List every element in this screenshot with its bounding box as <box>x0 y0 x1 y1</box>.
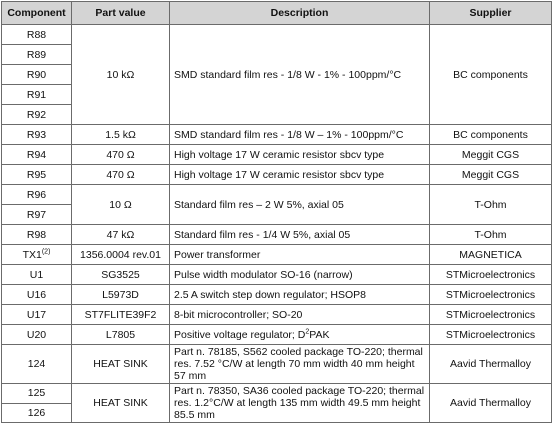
component-cell: R89 <box>2 45 72 65</box>
description-cell: Pulse width modulator SO-16 (narrow) <box>170 265 430 285</box>
component-text: TX1 <box>22 248 42 261</box>
footnote-marker: (2) <box>41 248 51 255</box>
part-value-cell: 470 Ω <box>72 145 170 165</box>
description-cell: Standard film res - 1/4 W 5%, axial 05 <box>170 225 430 245</box>
component-cell: 124 <box>2 345 72 384</box>
supplier-cell: Aavid Thermalloy <box>430 384 552 423</box>
description-cell: High voltage 17 W ceramic resistor sbcv type <box>170 145 430 165</box>
component-cell: R92 <box>2 105 72 125</box>
component-cell: U1 <box>2 265 72 285</box>
component-cell: R88 <box>2 25 72 45</box>
table-row <box>2 305 552 325</box>
table-row <box>2 345 552 384</box>
header-supplier: Supplier <box>430 2 552 25</box>
component-cell: R95 <box>2 165 72 185</box>
supplier-cell: STMicroelectronics <box>430 325 552 345</box>
bom-table <box>1 1 552 423</box>
component-cell: 126 <box>2 403 72 423</box>
description-cell: Part n. 78185, S562 cooled package TO-220; thermal res. 7.52 °C/W at length 70 mm width 40 mm height 57 mm <box>170 345 430 384</box>
table-row <box>2 165 552 185</box>
supplier-cell: Meggit CGS <box>430 165 552 185</box>
component-cell <box>2 245 72 265</box>
header-description: Description <box>170 2 430 25</box>
part-value-cell: 1356.0004 rev.01 <box>72 245 170 265</box>
description-cell: SMD standard film res - 1/8 W – 1% - 100ppm/°C <box>170 125 430 145</box>
description-cell: Power transformer <box>170 245 430 265</box>
part-value-cell: 47 kΩ <box>72 225 170 245</box>
supplier-cell: STMicroelectronics <box>430 285 552 305</box>
table-row <box>2 185 552 205</box>
description-cell: High voltage 17 W ceramic resistor sbcv type <box>170 165 430 185</box>
component-cell: U20 <box>2 325 72 345</box>
part-value-cell: 1.5 kΩ <box>72 125 170 145</box>
description-cell: Part n. 78350, SA36 cooled package TO-220; thermal res. 1.2°C/W at length 135 mm width 49.5 mm height 85.5 mm <box>170 384 430 423</box>
description-text: Positive voltage regulator; D <box>174 328 306 341</box>
header-component: Component <box>2 2 72 25</box>
header-part-value: Part value <box>72 2 170 25</box>
supplier-cell: STMicroelectronics <box>430 265 552 285</box>
description-cell: Standard film res – 2 W 5%, axial 05 <box>170 185 430 225</box>
description-cell: SMD standard film res - 1/8 W - 1% - 100ppm/°C <box>170 25 430 125</box>
component-cell: U16 <box>2 285 72 305</box>
component-cell: R93 <box>2 125 72 145</box>
table-row <box>2 145 552 165</box>
table-row <box>2 225 552 245</box>
component-cell: R94 <box>2 145 72 165</box>
component-cell: R97 <box>2 205 72 225</box>
superscript: 2 <box>305 328 310 335</box>
supplier-cell: Aavid Thermalloy <box>430 345 552 384</box>
part-value-cell: SG3525 <box>72 265 170 285</box>
part-value-cell: HEAT SINK <box>72 384 170 423</box>
table-row <box>2 25 552 45</box>
component-cell: 125 <box>2 384 72 404</box>
part-value-cell: 10 kΩ <box>72 25 170 125</box>
component-cell: R98 <box>2 225 72 245</box>
supplier-cell: BC components <box>430 25 552 125</box>
supplier-cell: MAGNETICA <box>430 245 552 265</box>
component-cell: R90 <box>2 65 72 85</box>
component-cell: U17 <box>2 305 72 325</box>
part-value-cell: L7805 <box>72 325 170 345</box>
supplier-cell: Meggit CGS <box>430 145 552 165</box>
table-row <box>2 265 552 285</box>
part-value-cell: HEAT SINK <box>72 345 170 384</box>
supplier-cell: T-Ohm <box>430 225 552 245</box>
supplier-cell: STMicroelectronics <box>430 305 552 325</box>
part-value-cell: ST7FLITE39F2 <box>72 305 170 325</box>
supplier-cell: BC components <box>430 125 552 145</box>
table-row <box>2 125 552 145</box>
table-row <box>2 384 552 404</box>
part-value-cell: 10 Ω <box>72 185 170 225</box>
component-cell: R96 <box>2 185 72 205</box>
description-cell: 2.5 A switch step down regulator; HSOP8 <box>170 285 430 305</box>
supplier-cell: T-Ohm <box>430 185 552 225</box>
description-tail: PAK <box>309 328 330 341</box>
part-value-cell: L5973D <box>72 285 170 305</box>
table-row <box>2 245 552 265</box>
table-row <box>2 325 552 345</box>
component-cell: R91 <box>2 85 72 105</box>
header-row <box>2 2 552 25</box>
table-row <box>2 285 552 305</box>
description-cell <box>170 325 430 345</box>
part-value-cell: 470 Ω <box>72 165 170 185</box>
description-cell: 8-bit microcontroller; SO-20 <box>170 305 430 325</box>
